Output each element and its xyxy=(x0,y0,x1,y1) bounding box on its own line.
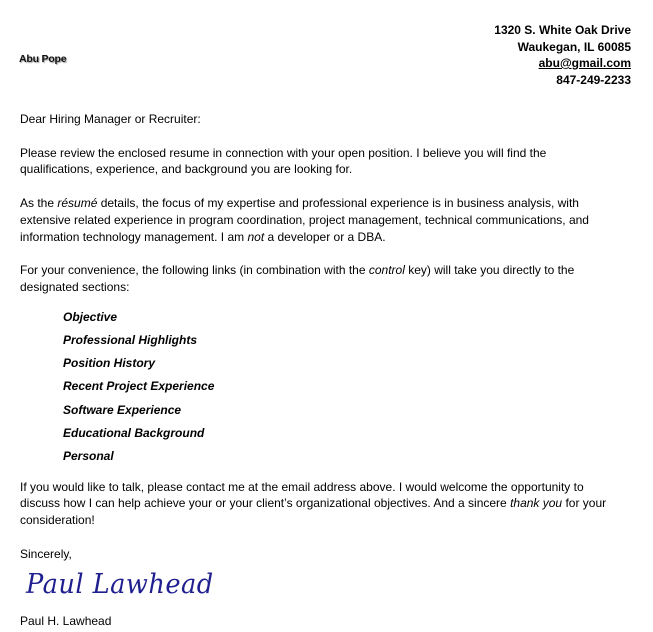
link-educational-background[interactable]: Educational Background xyxy=(63,425,205,440)
sender-address-block xyxy=(494,22,631,88)
paragraph-links-intro xyxy=(20,262,620,296)
p4-text-b: for your consideration! xyxy=(20,496,607,528)
printed-name: Paul H. Lawhead xyxy=(20,614,112,628)
link-personal[interactable]: Personal xyxy=(63,448,114,463)
p2-text-a: As the xyxy=(20,195,58,210)
p3-text-a: For your convenience, the following links (in combination with the xyxy=(20,263,369,278)
salutation: Dear Hiring Manager or Recruiter: xyxy=(20,112,201,126)
closing: Sincerely, xyxy=(20,546,72,561)
letter-body xyxy=(20,111,620,579)
control-italic: control xyxy=(368,263,405,278)
link-objective[interactable]: Objective xyxy=(63,309,118,324)
thank-you-italic: thank you xyxy=(510,496,563,511)
link-software-experience[interactable]: Software Experience xyxy=(63,402,182,417)
link-position-history[interactable]: Position History xyxy=(63,356,156,371)
not-italic: not xyxy=(247,229,265,244)
section-links-list xyxy=(63,309,620,465)
sender-name: Abu Pope xyxy=(19,53,67,65)
link-recent-project-experience[interactable]: Recent Project Experience xyxy=(63,379,215,394)
address-line-2: Waukegan, IL 60085 xyxy=(517,39,631,54)
handwritten-signature: Paul Lawhead xyxy=(26,569,214,600)
paragraph-contact xyxy=(20,479,620,529)
email-link[interactable]: abu@gmail.com xyxy=(538,56,631,70)
paragraph-expertise xyxy=(20,195,620,245)
p2-text-b: details, the focus of my expertise and professional experience is in business analysis, with extensive related experience in program coordination, project management, technical communications, and information technology management. I am xyxy=(20,195,589,244)
resume-italic: résumé xyxy=(57,195,98,210)
p3-text-b: key) will take you directly to the designated sections: xyxy=(20,263,575,294)
phone-number: 847-249-2233 xyxy=(556,72,631,87)
p4-text-a: If you would like to talk, please contact me at the email address above. I would welcome the opportunity to discuss how I can help achieve your or your client’s organizational objectives. And a sincere xyxy=(20,479,584,511)
link-professional-highlights[interactable]: Professional Highlights xyxy=(63,332,198,347)
p2-text-c: a developer or a DBA. xyxy=(264,229,386,244)
address-line-1: 1320 S. White Oak Drive xyxy=(494,23,631,37)
paragraph-intro: Please review the enclosed resume in connection with your open position. I believe you will find the qualifications, experience, and background you are looking for. xyxy=(20,145,547,177)
